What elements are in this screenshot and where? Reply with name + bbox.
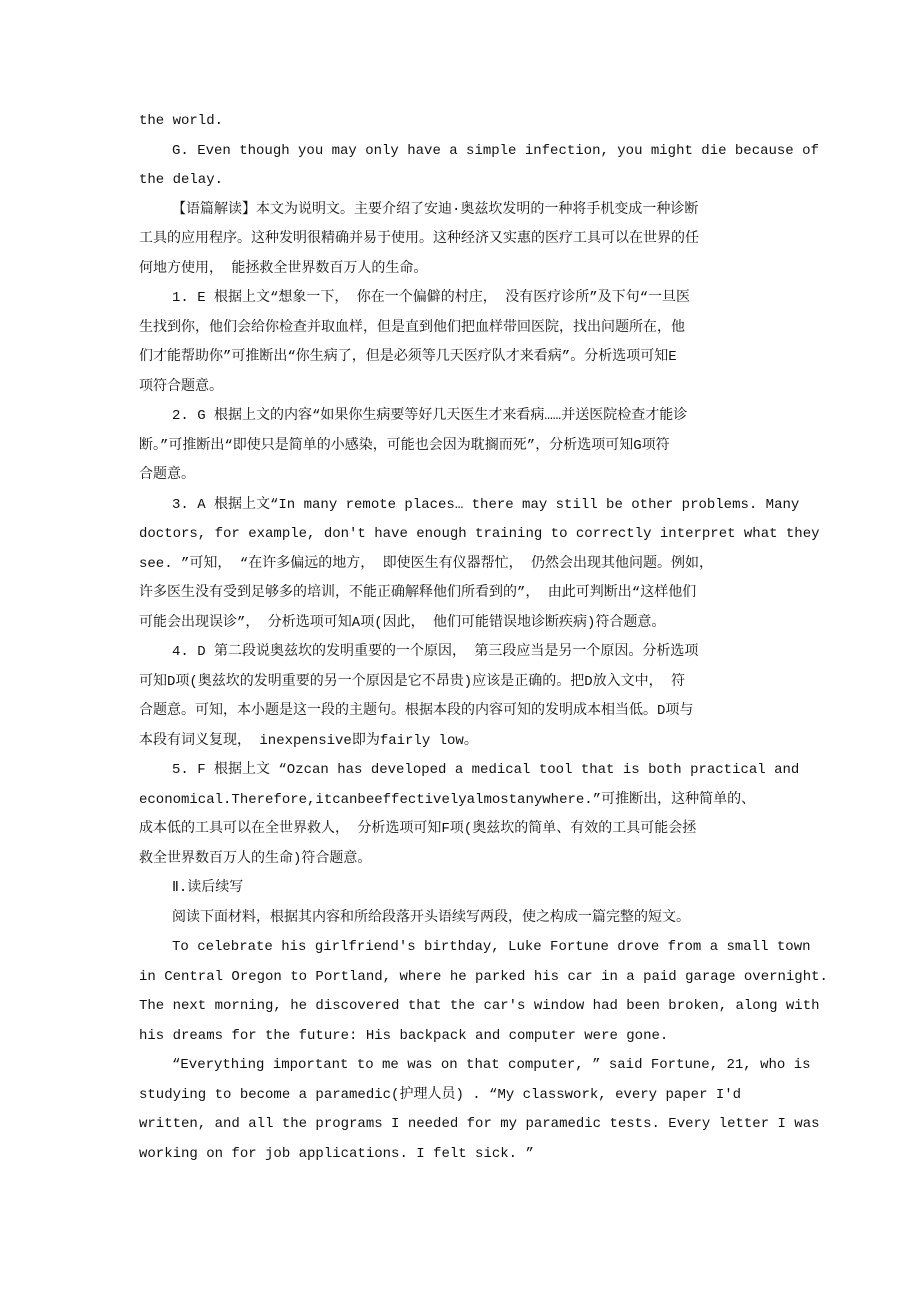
text-line: see. ”可知， “在许多偏远的地方， 即使医生有仪器帮忙， 仍然会出现其他问题。例如， <box>139 555 714 572</box>
document-page <box>139 107 828 1169</box>
text-line: 工具的应用程序。这种发明很精确并易于使用。这种经济又实惠的医疗工具可以在世界的任 <box>139 231 699 247</box>
text-line: the world. <box>139 113 224 129</box>
paragraph-option-f-end <box>139 107 819 137</box>
text-line: the delay. <box>139 172 224 188</box>
paragraph-option-g <box>139 137 819 196</box>
text-line: 许多医生没有受到足够多的培训，不能正确解释他们所看到的”， 由此可判断出“这样他们 <box>139 585 697 601</box>
paragraph-instructions <box>139 904 819 934</box>
text-line: studying to become a paramedic(护理人员) . “My classwork, every paper I'd <box>139 1086 742 1103</box>
text-line: 3. A 根据上文“In many remote places… there may still be other problems. Many <box>172 496 800 513</box>
text-line: 成本低的工具可以在全世界救人， 分析选项可知F项(奥兹坎的简单、有效的工具可能会拯 <box>139 821 697 837</box>
text-line: doctors, for example, don't have enough training to correctly interpret what they <box>139 526 820 542</box>
paragraph-answer-1 <box>139 284 819 402</box>
text-line: 1. E 根据上文“想象一下， 你在一个偏僻的村庄， 没有医疗诊所”及下句“一旦医 <box>172 290 691 306</box>
text-line: 本段有词义复现， inexpensive即为fairly low。 <box>139 732 478 749</box>
text-line: 们才能帮助你”可推断出“你生病了，但是必须等几天医疗队才来看病”。分析选项可知E <box>139 349 677 365</box>
text-line: 何地方使用， 能拯救全世界数百万人的生命。 <box>139 260 428 277</box>
text-line: 断。”可推断出“即使只是简单的小感染，可能也会因为耽搁而死”，分析选项可知G项符 <box>139 437 670 454</box>
text-line: “Everything important to me was on that computer, ” said Fortune, 21, who is <box>172 1057 811 1073</box>
text-line: written, and all the programs I needed for my paramedic tests. Every letter I was <box>139 1116 820 1132</box>
text-line: 4. D 第二段说奥兹坎的发明重要的一个原因， 第三段应当是另一个原因。分析选项 <box>172 644 699 660</box>
paragraph-answer-2 <box>139 402 819 491</box>
text-line: 可能会出现误诊”， 分析选项可知A项(因此， 他们可能错误地诊断疾病)符合题意。 <box>139 614 666 631</box>
text-line: To celebrate his girlfriend's birthday, Luke Fortune drove from a small town <box>172 939 811 955</box>
text-line: economical.Therefore,itcanbeeffectivelyalmostanywhere.”可推断出，这种简单的、 <box>139 791 756 808</box>
text-line: 可知D项(奥兹坎的发明重要的另一个原因是它不昂贵)应该是正确的。把D放入文中， 符 <box>139 673 686 690</box>
paragraph-passage-analysis <box>139 196 819 285</box>
text-line: 生找到你，他们会给你检查并取血样，但是直到他们把血样带回医院，找出问题所在，他 <box>139 319 685 336</box>
text-line: 【语篇解读】本文为说明文。主要介绍了安迪·奥兹坎发明的一种将手机变成一种诊断 <box>172 201 699 218</box>
text-line: 救全世界数百万人的生命)符合题意。 <box>139 850 372 867</box>
paragraph-story-2 <box>139 1051 819 1169</box>
paragraph-answer-3 <box>139 491 819 639</box>
text-line: G. Even though you may only have a simple infection, you might die because of <box>172 142 819 159</box>
text-line: Ⅱ.读后续写 <box>172 880 244 896</box>
paragraph-answer-4 <box>139 638 819 756</box>
text-line: 5. F 根据上文 “Ozcan has developed a medical tool that is both practical and <box>172 762 800 778</box>
section-heading-continuation-writing <box>139 874 819 904</box>
paragraph-answer-5 <box>139 756 819 874</box>
text-line: 2. G 根据上文的内容“如果你生病要等好几天医生才来看病……并送医院检查才能诊 <box>172 408 688 424</box>
text-line: The next morning, he discovered that the car's window had been broken, along with <box>139 998 820 1014</box>
text-line: 合题意。 <box>139 467 195 483</box>
text-line: 阅读下面材料，根据其内容和所给段落开头语续写两段，使之构成一篇完整的短文。 <box>172 909 690 926</box>
paragraph-story-1 <box>139 933 828 1051</box>
text-line: 项符合题意。 <box>139 378 223 395</box>
text-line: his dreams for the future: His backpack and computer were gone. <box>139 1027 669 1044</box>
text-line: 合题意。可知，本小题是这一段的主题句。根据本段的内容可知的发明成本相当低。D项与 <box>139 703 694 719</box>
text-line: working on for job applications. I felt sick. ” <box>139 1145 534 1162</box>
text-line: in Central Oregon to Portland, where he parked his car in a paid garage overnight. <box>139 968 828 985</box>
